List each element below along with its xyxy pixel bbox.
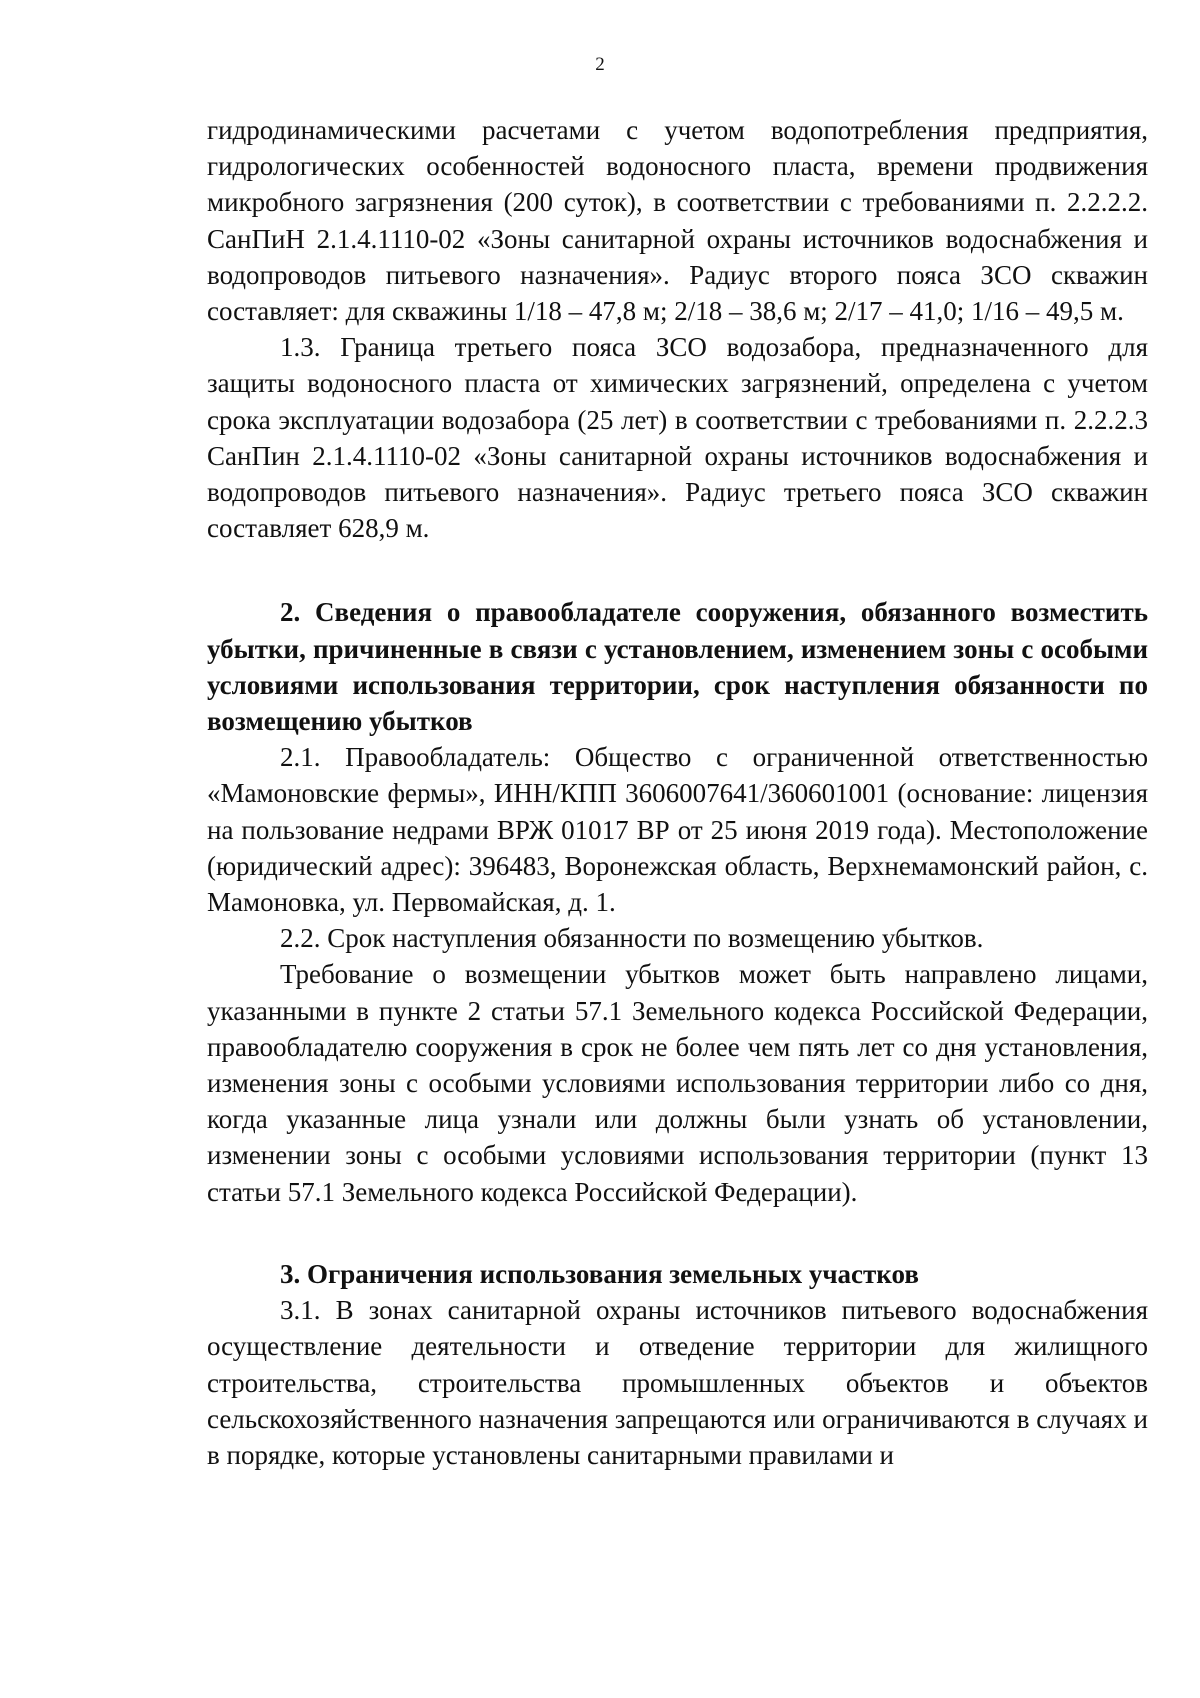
paragraph-continuation: гидродинамическими расчетами с учетом водопотребления предприятия, гидрологических особенностей водоносного пласта, времени продвижения микробного загрязнения (200 суток), в соответствии с требованиями п. 2.2.2.2. СанПиН 2.1.4.1110-02 «Зоны санитарной охраны источников водоснабжения и водопроводов питьевого назначения». Радиус второго пояса ЗСО скважин составляет: для скважины 1/18 – 47,8 м; 2/18 – 38,6 м; 2/17 – 41,0; 1/16 – 49,5 м. [207, 115, 1148, 327]
paragraph-claim-requirement: Требование о возмещении убытков может быть направлено лицами, указанными в пункте 2 статьи 57.1 Земельного кодекса Российской Федерации, правообладателю сооружения в срок не более чем пять лет со дня установления, изменения зоны с особыми условиями использования территории либо со дня, когда указанные лица узнали или должны были узнать об установлении, изменении зоны с особыми условиями использования территории (пункт 13 статьи 57.1 Земельного кодекса Российской Федерации). [207, 959, 1148, 1207]
paragraph-2-2: 2.2. Срок наступления обязанности по возмещению убытков. [280, 923, 984, 954]
section-spacer [207, 1210, 1148, 1256]
document-body [207, 112, 1148, 1473]
section-2-heading: 2. Сведения о правообладателе сооружения, обязанного возместить убытки, причиненные в связи с установлением, изменением зоны с особыми условиями использования территории, срок наступления обязанности по возмещению убытков [207, 597, 1148, 737]
page-number: 2 [595, 54, 605, 75]
paragraph-3-1: 3.1. В зонах санитарной охраны источников питьевого водоснабжения осуществление деятельности и отведение территории для жилищного строительства, строительства промышленных объектов и объектов сельскохозяйственного назначения запрещаются или ограничиваются в случаях и в порядке, которые установлены санитарными правилами и [207, 1295, 1148, 1470]
paragraph-1-3: 1.3. Граница третьего пояса ЗСО водозабора, предназначенного для защиты водоносного пласта от химических загрязнений, определена с учетом срока эксплуатации водозабора (25 лет) в соответствии с требованиями п. 2.2.2.3 СанПин 2.1.4.1110-02 «Зоны санитарной охраны источников водоснабжения и водопроводов питьевого назначения». Радиус третьего пояса ЗСО скважин составляет 628,9 м. [207, 332, 1148, 544]
paragraph-2-1: 2.1. Правообладатель: Общество с ограниченной ответственностью «Мамоновские фермы», ИНН/КПП 3606007641/360601001 (основание: лицензия на пользование недрами ВРЖ 01017 ВР от 25 июня 2019 года). Местоположение (юридический адрес): 396483, Воронежская область, Верхнемамонский район, с. Мамоновка, ул. Первомайская, д. 1. [207, 742, 1148, 918]
section-spacer [207, 546, 1148, 594]
section-3-heading: 3. Ограничения использования земельных участков [280, 1258, 919, 1289]
